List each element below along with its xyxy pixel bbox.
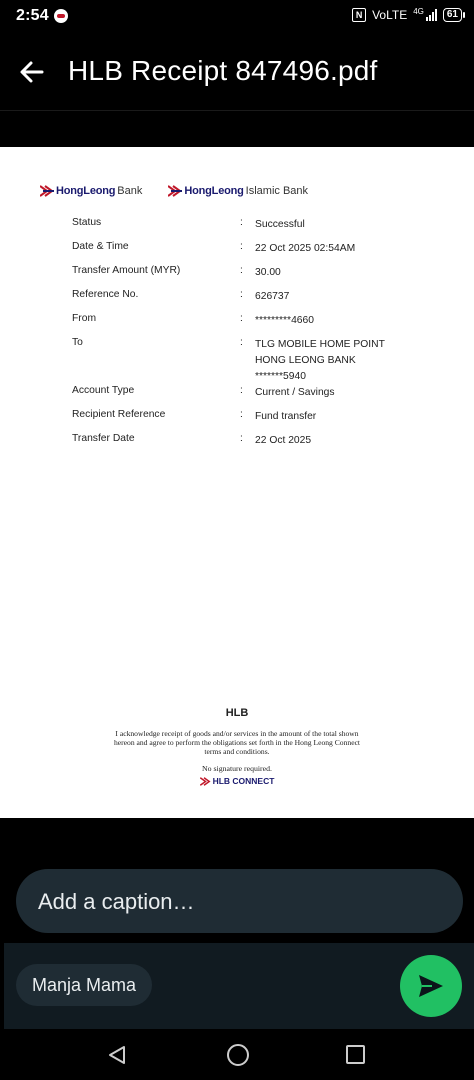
row-value: 30.00: [255, 267, 281, 278]
caption-input[interactable]: [16, 869, 463, 933]
send-icon: [418, 974, 444, 998]
row-value: *********4660: [255, 315, 314, 326]
hlb-logo-icon: [40, 185, 54, 197]
footer-hlb: HLB: [225, 707, 249, 719]
row-label: Status: [72, 217, 102, 228]
row-value: Successful: [255, 219, 305, 230]
document-preview[interactable]: [0, 147, 474, 818]
app-bar: [0, 34, 474, 111]
row-value: 626737: [255, 291, 290, 302]
row-colon: :: [240, 289, 243, 300]
row-label: Reference No.: [72, 289, 139, 300]
nav-recents-icon[interactable]: [346, 1045, 365, 1064]
row-transfer-amount: [72, 265, 412, 289]
logo-light: Bank: [117, 185, 143, 197]
row-value: Current / Savings: [255, 387, 335, 398]
net-type-label: 4G: [413, 6, 424, 16]
acknowledgement-text: I acknowledge receipt of goods and/or services in the amount of the total shown hereon and agree to perform the obligations set forth in the Hong Leong Connect terms and conditions.: [113, 729, 361, 756]
signal-icon: [426, 9, 437, 21]
bottom-bar: [4, 943, 474, 1029]
row-label: Date & Time: [72, 241, 129, 252]
row-colon: :: [240, 313, 243, 324]
row-colon: :: [240, 265, 243, 276]
network-label: VoLTE: [372, 8, 408, 22]
row-date-time: [72, 241, 412, 265]
row-label: Recipient Reference: [72, 409, 166, 420]
hong-leong-islamic-bank-logo: [168, 185, 308, 197]
bank-logos: [40, 185, 308, 197]
status-time: 2:54: [16, 7, 49, 24]
nfc-icon: N: [352, 8, 366, 22]
row-recipient-reference: [72, 409, 412, 433]
caption-placeholder: Add a caption…: [38, 889, 195, 914]
hlb-connect-logo: [70, 776, 404, 786]
system-nav-bar: [0, 1029, 474, 1080]
recipient-chip[interactable]: Manja Mama: [16, 964, 152, 1006]
row-colon: :: [240, 385, 243, 396]
row-reference: [72, 289, 412, 313]
row-colon: :: [240, 217, 243, 228]
row-transfer-date: [72, 433, 412, 457]
row-account-type: [72, 385, 412, 409]
receipt-details: [72, 217, 412, 457]
row-label: To: [72, 337, 83, 348]
page-title: HLB Receipt 847496.pdf: [68, 55, 378, 86]
row-value: TLG MOBILE HOME POINT HONG LEONG BANK *******5940: [255, 339, 385, 382]
row-label: Transfer Amount (MYR): [72, 265, 181, 276]
row-from: [72, 313, 412, 337]
back-button[interactable]: [16, 56, 48, 88]
row-label: Account Type: [72, 385, 135, 396]
logo-bold: HongLeong: [184, 185, 244, 197]
no-signature-text: No signature required.: [202, 764, 272, 773]
logo-light: Islamic Bank: [245, 185, 309, 197]
hlb-islamic-logo-icon: [168, 185, 182, 197]
logo-bold: HongLeong: [56, 185, 116, 197]
row-label: Transfer Date: [72, 433, 135, 444]
battery-icon: 61: [443, 8, 462, 22]
connect-logo-text: HLB CONNECT: [212, 776, 275, 786]
row-colon: :: [240, 409, 243, 420]
nav-home-icon[interactable]: [227, 1044, 249, 1066]
receipt-footer: [70, 707, 404, 786]
row-label: From: [72, 313, 97, 324]
hlb-connect-icon: [200, 777, 211, 786]
row-value: Fund transfer: [255, 411, 317, 422]
nav-back-icon[interactable]: [108, 1045, 126, 1065]
notification-icon: [54, 9, 68, 23]
status-bar: [0, 0, 474, 34]
row-value: 22 Oct 2025: [255, 435, 312, 446]
row-to: [72, 337, 412, 385]
hong-leong-bank-logo: [40, 185, 142, 197]
row-colon: :: [240, 433, 243, 444]
status-right: [352, 8, 462, 22]
row-value: 22 Oct 2025 02:54AM: [255, 243, 356, 254]
row-colon: :: [240, 337, 243, 348]
row-colon: :: [240, 241, 243, 252]
arrow-left-icon: [16, 56, 48, 88]
send-button[interactable]: [400, 955, 462, 1017]
row-status: [72, 217, 412, 241]
